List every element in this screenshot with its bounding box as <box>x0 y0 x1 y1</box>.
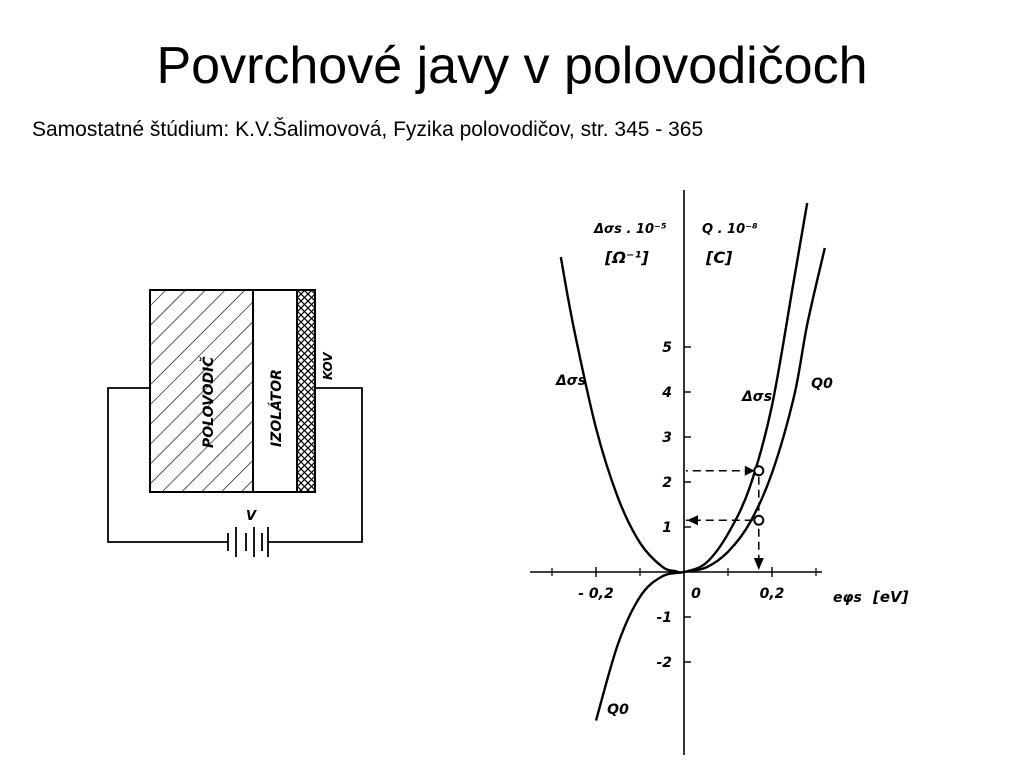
y-tick-label: 1 <box>662 520 672 536</box>
y-tick-label: -1 <box>656 610 672 626</box>
x-axis-unit: [eV] <box>873 588 909 606</box>
data-point-marker <box>754 516 763 525</box>
x-tick-label: - 0,2 <box>578 586 614 602</box>
curve-label-q-right: Q0 <box>811 376 833 392</box>
curves-layer <box>561 203 825 721</box>
curve-label-sigma-right: Δσs <box>741 389 773 405</box>
curve-label-sigma-left: Δσs <box>555 373 587 389</box>
y-tick-label: 5 <box>662 340 672 356</box>
x-tick-label: 0 <box>691 586 701 602</box>
series-line-q0 <box>596 248 825 721</box>
y-right-label: Q . 10⁻⁸ <box>702 222 758 237</box>
x-axis-label: eφs <box>833 590 862 606</box>
y-tick-label: 4 <box>662 385 672 401</box>
mos-capacitor-diagram <box>108 290 362 557</box>
y-left-label: Δσs . 10⁻⁵ <box>594 222 667 237</box>
slide-title: Povrchové javy v polovodičoch <box>156 37 868 95</box>
metal-label: KOV <box>321 352 335 380</box>
surface-graph <box>530 190 909 755</box>
x-tick-label: 0,2 <box>759 586 785 602</box>
insulator-label: IZOLÁTOR <box>269 369 285 447</box>
y-tick-label: -2 <box>656 655 672 671</box>
y-left-unit: [Ω⁻¹] <box>605 248 649 267</box>
y-right-unit: [C] <box>706 248 733 267</box>
data-point-marker <box>754 466 763 475</box>
slide-subtitle: Samostatné štúdium: K.V.Šalimovová, Fyzika polovodičov, str. 345 - 365 <box>32 118 704 141</box>
curve-label-q-bottom: Q0 <box>607 702 629 718</box>
arrowhead-down <box>754 558 764 570</box>
y-tick-label: 2 <box>662 475 672 491</box>
arrowhead-left <box>687 515 698 525</box>
voltage-label: V <box>245 509 257 524</box>
semiconductor-label: POLOVODIČ <box>201 356 217 448</box>
battery-icon <box>228 527 268 557</box>
y-tick-label: 3 <box>662 430 672 446</box>
metal-layer <box>297 290 315 492</box>
